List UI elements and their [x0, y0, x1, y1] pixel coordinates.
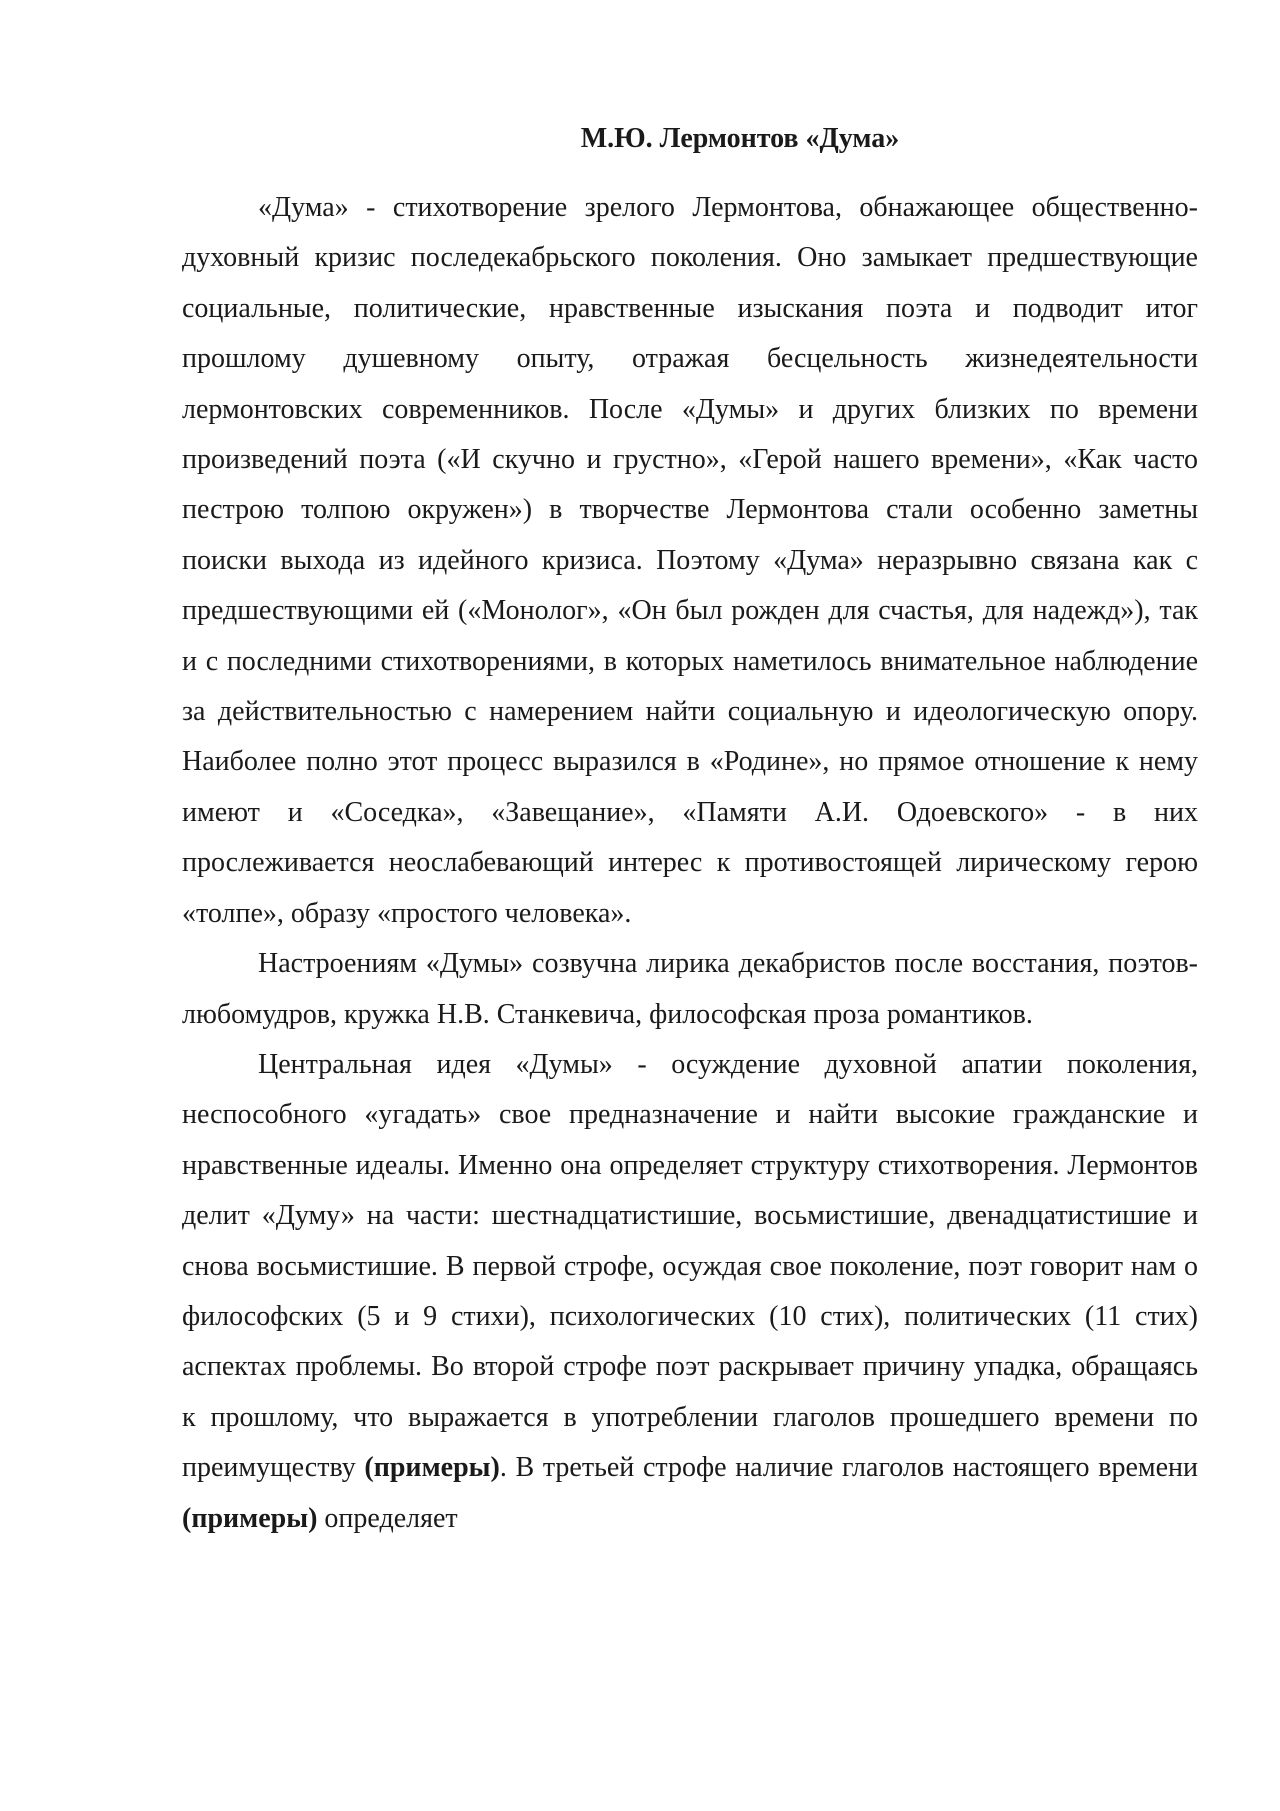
- paragraph-1: «Дума» - стихотворение зрелого Лермонтова, обнажающее общественно-духовный кризис последекабрьского поколения. Оно замыкает предшествующие социальные, политические, нравственные изыскания поэта и подводит итог прошлому душевному опыту, отражая бесцельность жизнедеятельности лермонтовских современников. После «Думы» и других близких по времени произведений поэта («И скучно и грустно», «Герой нашего времени», «Как часто пестрою толпою окружен») в творчестве Лермонтова стали особенно заметны поиски выхода из идейного кризиса. Поэтому «Дума» неразрывно связана как с предшествующими ей («Монолог», «Он был рожден для счастья, для надежд»), так и с последними стихотворениями, в которых наметилось внимательное наблюдение за действительностью с намерением найти социальную и идеологическую опору. Наиболее полно этот процесс выразился в «Родине», но прямое отношение к нему имеют и «Соседка», «Завещание», «Памяти А.И. Одоевского» - в них прослеживается неослабевающий интерес к противостоящей лирическому герою «толпе», образу «простого человека».: [182, 192, 1198, 929]
- document-body: [182, 183, 1198, 1544]
- paragraph-3-text-c: определяет: [317, 1502, 458, 1534]
- paragraph-2: Настроениям «Думы» созвучна лирика декабристов после восстания, поэтов-любомудров, кружка Н.В. Станкевича, философская проза романтиков.: [182, 948, 1198, 1030]
- examples-bold-1: (примеры): [364, 1452, 500, 1484]
- paragraph-3-text-a: Центральная идея «Думы» - осуждение духовной апатии поколения, неспособного «угадать» свое предназначение и найти высокие гражданские и нравственные идеалы. Именно она определяет структуру стихотворения. Лермонтов делит «Думу» на части: шестнадцатистишие, восьмистишие, двенадцатистишие и снова восьмистишие. В первой строфе, осуждая свое поколение, поэт говорит нам о философских (5 и 9 стихи), психологических (10 стих), политических (11 стих) аспектах проблемы. Во второй строфе поэт раскрывает причину упадка, обращаясь к прошлому, что выражается в употреблении глаголов прошедшего времени по преимуществу: [182, 1048, 1198, 1484]
- paragraph-3: [182, 1040, 1198, 1544]
- examples-bold-2: (примеры): [182, 1502, 318, 1534]
- paragraph-3-text-b: . В третьей строфе наличие глаголов настоящего времени: [499, 1452, 1198, 1484]
- document-title: М.Ю. Лермонтов «Дума»: [580, 123, 900, 154]
